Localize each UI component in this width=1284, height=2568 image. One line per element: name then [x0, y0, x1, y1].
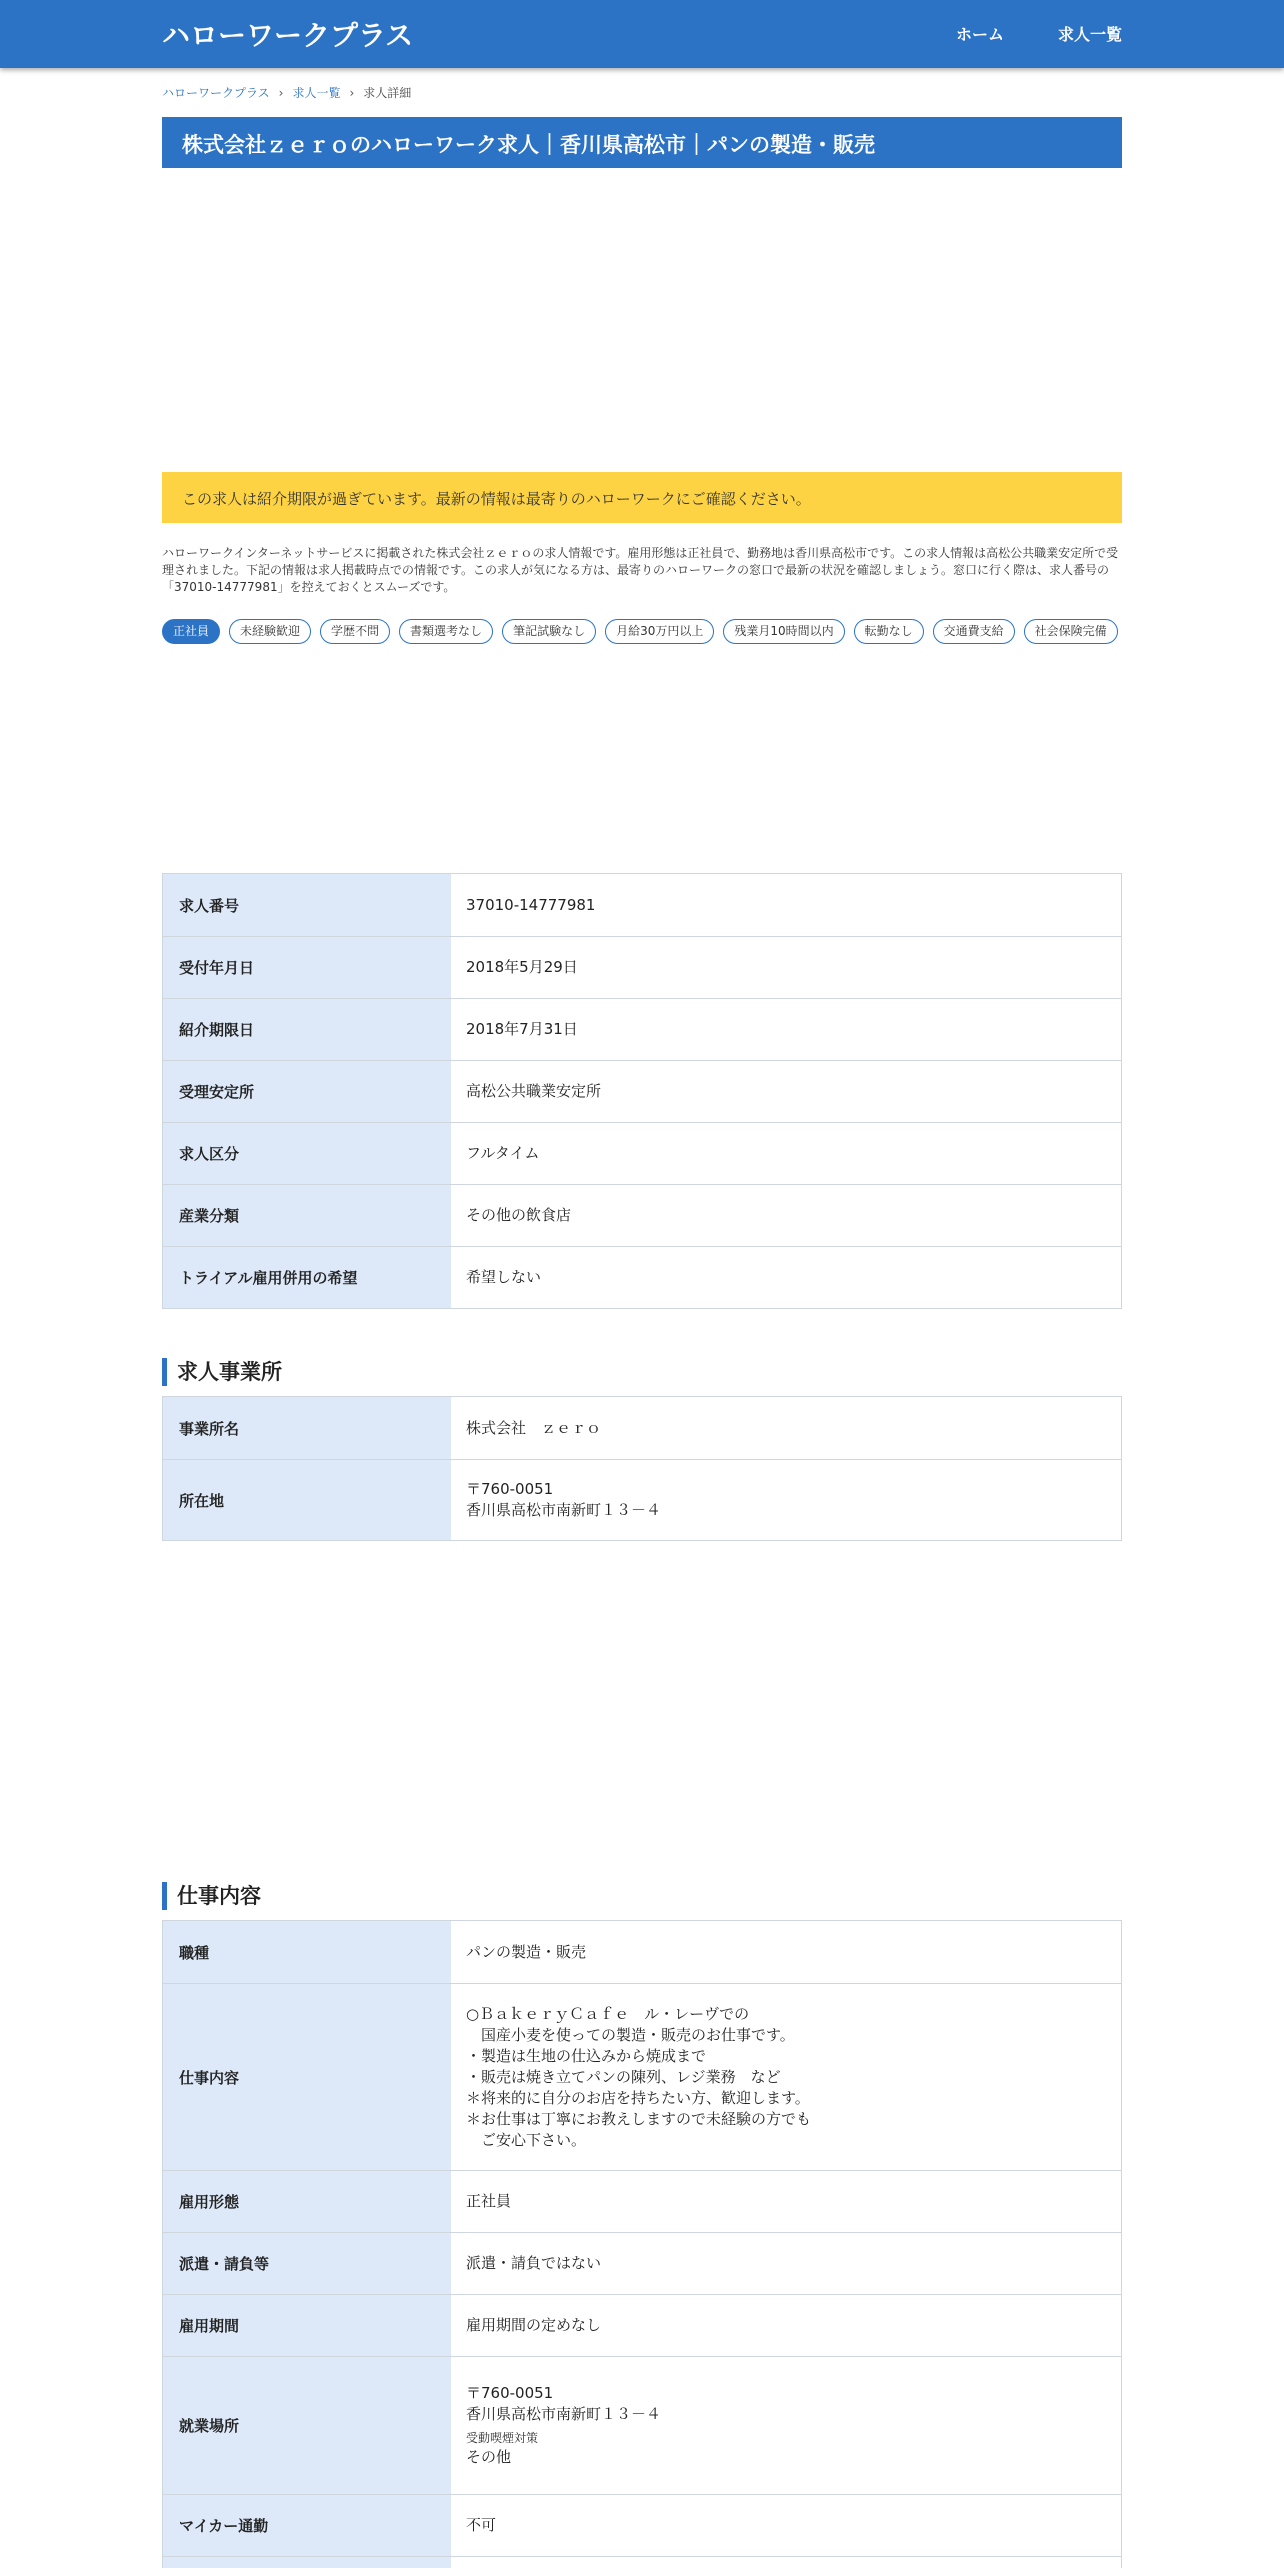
breadcrumb-chevron-icon: › [349, 85, 355, 100]
row-label: 受付年月日 [163, 937, 451, 998]
row-label: 所在地 [163, 1460, 451, 1540]
row-value [451, 2295, 1121, 2356]
tag-no-written-test[interactable]: 筆記試験なし [502, 619, 596, 644]
row-label: 派遣・請負等 [163, 2233, 451, 2294]
basic-info-table [162, 873, 1122, 1309]
employer-table [162, 1396, 1122, 1541]
table-row [163, 1921, 1121, 1983]
table-row [163, 2556, 1121, 2568]
row-label: 職種 [163, 1921, 451, 1983]
tag-no-document-screening[interactable]: 書類選考なし [399, 619, 493, 644]
row-label: 雇用形態 [163, 2171, 451, 2232]
job-category-value: フルタイム [466, 1144, 540, 1162]
row-value [451, 874, 1121, 936]
row-label: 求人区分 [163, 1123, 451, 1184]
row-value [451, 2495, 1121, 2556]
row-label: 就業場所 [163, 2357, 451, 2494]
workplace-address: 香川県高松市南新町１３－４ [466, 2405, 662, 2423]
row-value [451, 1123, 1121, 1184]
row-label [163, 2557, 451, 2568]
row-label: トライアル雇用併用の希望 [163, 1247, 451, 1308]
table-row [163, 1122, 1121, 1184]
industry-value: その他の飲食店 [466, 1206, 572, 1224]
employer-address: 香川県高松市南新町１３－４ [466, 1501, 662, 1519]
tag-monthly-salary-300k[interactable]: 月給30万円以上 [605, 619, 714, 644]
nav-home-link[interactable]: ホーム [956, 25, 1005, 44]
row-value [451, 1247, 1121, 1308]
tag-inexperienced-welcome[interactable]: 未経験歓迎 [229, 619, 311, 644]
table-row [163, 2294, 1121, 2356]
dispatch-value: 派遣・請負ではない [466, 2254, 602, 2272]
car-commute-value: 不可 [466, 2516, 497, 2534]
tag-social-insurance[interactable]: 社会保険完備 [1024, 619, 1118, 644]
row-value [451, 2357, 1121, 2494]
row-value [451, 1397, 1121, 1459]
table-row [163, 2170, 1121, 2232]
job-number-value: 37010-14777981 [466, 895, 596, 914]
feature-tags [162, 619, 1122, 644]
breadcrumb-home-link[interactable]: ハローワークプラス [162, 86, 270, 100]
expired-notice [162, 472, 1122, 523]
row-value [451, 1460, 1121, 1540]
page-title-banner [162, 117, 1122, 168]
job-section-heading: 仕事内容 [162, 1882, 261, 1910]
page-title: 株式会社ｚｅｒｏのハローワーク求人｜香川県高松市｜パンの製造・販売 [182, 133, 875, 157]
smoking-policy-value: その他 [466, 2448, 512, 2466]
row-label: 紹介期限日 [163, 999, 451, 1060]
site-header [0, 0, 1284, 68]
row-label: 産業分類 [163, 1185, 451, 1246]
trial-employment-value: 希望しない [466, 1268, 542, 1286]
breadcrumb-current: 求人詳細 [363, 86, 412, 100]
table-row [163, 936, 1121, 998]
nav-job-list-link[interactable]: 求人一覧 [1058, 25, 1123, 44]
row-value [451, 2557, 1121, 2568]
row-value [451, 2171, 1121, 2232]
office-value: 高松公共職業安定所 [466, 1082, 602, 1100]
expired-notice-text: この求人は紹介期限が過ぎています。最新の情報は最寄りのハローワークにご確認ください。 [182, 490, 811, 508]
job-description-value: ○ＢａｋｅｒｙＣａｆｅ ル・レーヴでの 国産小麦を使っての製造・販売のお仕事です。 ・製造は生地の仕込みから焼成まで ・販売は焼き立てパンの陳列、レジ業務 など ＊将来的に自分のお店を持ちたい方、歓迎します。 ＊お仕事は丁寧にお教えしますので未経験の方でも ご安心下さい。 [466, 2004, 812, 2149]
breadcrumb [162, 84, 411, 101]
table-row [163, 1246, 1121, 1308]
table-row [163, 1060, 1121, 1122]
row-value [451, 1185, 1121, 1246]
smoking-policy-label: 受動喫煙対策 [466, 2431, 539, 2445]
row-value [451, 1984, 1121, 2170]
employment-type-value: 正社員 [466, 2192, 512, 2210]
table-row [163, 998, 1121, 1060]
row-value [451, 2233, 1121, 2294]
row-label: 求人番号 [163, 874, 451, 936]
row-value [451, 1061, 1121, 1122]
table-row [163, 1459, 1121, 1540]
employer-section-heading: 求人事業所 [162, 1358, 282, 1386]
table-row [163, 1397, 1121, 1459]
row-value [451, 1921, 1121, 1983]
tag-overtime-under-10h[interactable]: 残業月10時間以内 [723, 619, 844, 644]
intro-text: ハローワークインターネットサービスに掲載された株式会社ｚｅｒｏの求人情報です。雇用形態は正社員で、勤務地は香川県高松市です。この求人情報は高松公共職業安定所で受理されました。下記の情報は求人掲載時点での情報です。この求人が気になる方は、最寄りのハローワークの窓口で最新の状況を確認しましょう。窓口に行く際は、求人番号の「37010-14777981」を控えておくとスムーズです。 [162, 546, 1119, 594]
row-label: マイカー通勤 [163, 2495, 451, 2556]
tag-transport-allowance[interactable]: 交通費支給 [933, 619, 1015, 644]
row-label: 仕事内容 [163, 1984, 451, 2170]
row-label: 受理安定所 [163, 1061, 451, 1122]
received-date-value: 2018年5月29日 [466, 958, 578, 976]
site-title-link[interactable]: ハローワークプラス [162, 19, 414, 52]
row-value [451, 999, 1121, 1060]
job-table [162, 1920, 1122, 2568]
workplace-postal-code: 〒760-0051 [466, 2384, 554, 2402]
table-row [163, 1184, 1121, 1246]
tag-regular-employee[interactable]: 正社員 [162, 619, 220, 644]
tag-no-transfer[interactable]: 転勤なし [854, 619, 924, 644]
table-row [163, 1983, 1121, 2170]
breadcrumb-chevron-icon: › [278, 85, 284, 100]
table-row [163, 874, 1121, 936]
employer-postal-code: 〒760-0051 [466, 1480, 554, 1498]
table-row [163, 2356, 1121, 2494]
tag-education-not-required[interactable]: 学歴不問 [320, 619, 390, 644]
row-label: 雇用期間 [163, 2295, 451, 2356]
employment-period-value: 雇用期間の定めなし [466, 2316, 602, 2334]
breadcrumb-list-link[interactable]: 求人一覧 [292, 86, 341, 100]
job-title-value: パンの製造・販売 [466, 1942, 587, 1961]
table-row [163, 2232, 1121, 2294]
employer-name-value: 株式会社 ｚｅｒｏ [466, 1418, 602, 1437]
deadline-value: 2018年7月31日 [466, 1020, 578, 1038]
table-row [163, 2494, 1121, 2556]
row-value [451, 937, 1121, 998]
row-label: 事業所名 [163, 1397, 451, 1459]
